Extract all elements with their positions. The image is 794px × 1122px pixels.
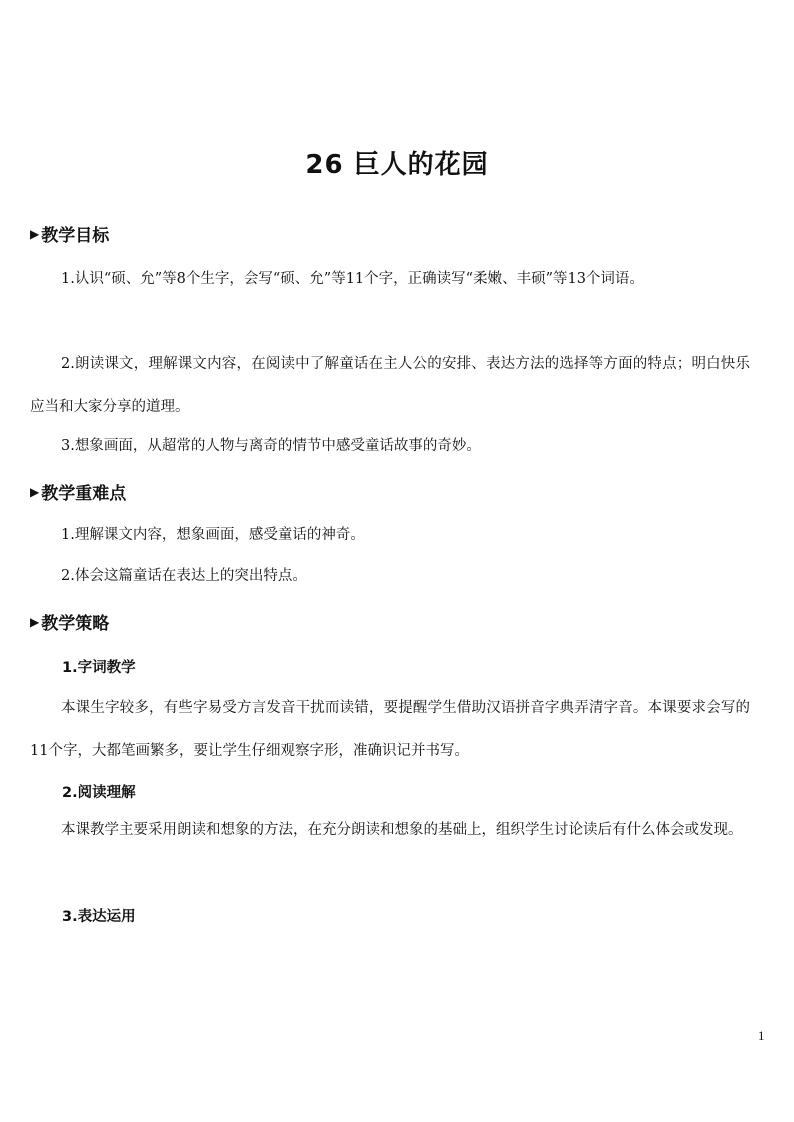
section-heading-label: 教学目标: [41, 226, 110, 246]
right-triangle-icon: ▶: [30, 226, 40, 241]
key-point-item-1: 1.理解课文内容，想象画面，感受童话的神奇。: [61, 527, 365, 543]
section-heading-key-points: [30, 479, 126, 504]
strategy-text-2: 本课教学主要采用朗读和想象的方法，在充分朗读和想象的基础上，组织学生讨论读后有什么体会或发现。: [61, 822, 743, 838]
lesson-title: 26 巨人的花园: [305, 150, 489, 180]
section-heading-label: 教学策略: [41, 614, 110, 634]
section-heading-label: 教学重难点: [41, 484, 127, 504]
right-triangle-icon: ▶: [30, 484, 40, 499]
strategy-subheading-1: 1.字词教学: [62, 660, 136, 676]
goal-item-2: 2.朗读课文，理解课文内容，在阅读中了解童话在主人公的安排、表达方法的选择等方面的特点；明白快乐应当和大家分享的道理。: [30, 356, 750, 415]
right-triangle-icon: ▶: [30, 614, 40, 629]
key-point-item-2: 2.体会这篇童话在表达上的突出特点。: [61, 568, 307, 584]
section-heading-strategies: [30, 609, 109, 634]
strategy-subheading-2: 2.阅读理解: [62, 785, 136, 801]
section-heading-goals: [30, 221, 109, 246]
strategy-text-1: 本课生字较多，有些字易受方言发音干扰而读错，要提醒学生借助汉语拼音字典弄清字音。本课要求会写的11个字，大都笔画繁多，要让学生仔细观察字形，准确识记并书写。: [30, 700, 750, 759]
page-number: 1: [758, 1028, 765, 1043]
strategy-subheading-3: 3.表达运用: [62, 909, 136, 925]
goal-item-3: 3.想象画面，从超常的人物与离奇的情节中感受童话故事的奇妙。: [61, 438, 481, 454]
goal-item-1: 1.认识“硕、允”等8个生字，会写“硕、允”等11个字，正确读写“柔嫩、丰硕”等13个词语。: [61, 271, 644, 287]
